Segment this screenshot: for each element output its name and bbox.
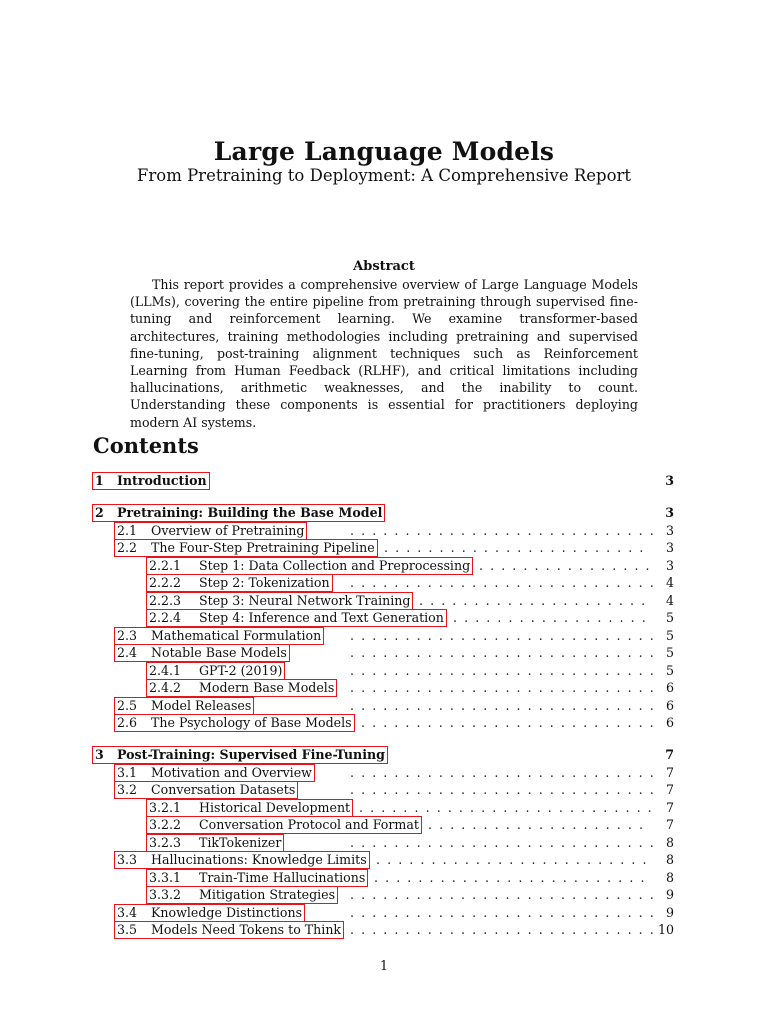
toc-leader-dots: ............................ [350, 698, 661, 713]
toc-entry-title: Mathematical Formulation [151, 628, 322, 643]
toc-page-number: 8 [665, 852, 674, 867]
toc-leader-dots: ......................... [374, 870, 652, 885]
toc-subsubsection-row [0, 679, 768, 697]
toc-page-number: 3 [665, 558, 674, 573]
toc-entry-number: 3.4 [117, 905, 138, 920]
toc-entry-number: 3.2 [117, 782, 138, 797]
toc-page-number: 6 [665, 715, 674, 730]
toc-subsubsection-row [0, 886, 768, 904]
toc-leader-dots: .................... [428, 817, 651, 832]
toc-link[interactable] [146, 799, 353, 817]
toc-entry-title: Notable Base Models [151, 645, 287, 660]
toc-link[interactable] [92, 472, 210, 490]
toc-entry-title: Step 3: Neural Network Training [199, 593, 411, 608]
toc-entry-number: 3 [95, 747, 104, 762]
toc-entry-title: Step 1: Data Collection and Preprocessing [199, 558, 471, 573]
toc-subsection-row [0, 714, 768, 732]
page-number: 1 [379, 958, 388, 973]
toc-leader-dots: ............................ [350, 523, 661, 538]
toc-leader-dots: ............................ [350, 575, 661, 590]
toc-subsection-row [0, 851, 768, 869]
toc-entry-number: 3.2.1 [149, 800, 182, 815]
toc-entry-title: The Four-Step Pretraining Pipeline [151, 540, 375, 555]
toc-entry-number: 2.4.1 [149, 663, 182, 678]
toc-link[interactable] [146, 679, 337, 697]
toc-leader-dots: ........................... [359, 800, 659, 815]
toc-subsection-row [0, 627, 768, 645]
toc-page-number: 3 [665, 505, 674, 520]
toc-leader-dots: ............................ [350, 782, 661, 797]
toc-subsection-row [0, 764, 768, 782]
toc-entry-title: GPT-2 (2019) [199, 663, 283, 678]
toc-leader-dots: ............................ [350, 765, 661, 780]
toc-entry-title: Conversation Protocol and Format [199, 817, 419, 832]
toc-entry-title: Mitigation Strategies [199, 887, 336, 902]
toc-page-number: 3 [665, 523, 674, 538]
contents-heading: Contents [93, 433, 199, 458]
toc-subsubsection-row [0, 592, 768, 610]
toc-entry-number: 3.5 [117, 922, 138, 937]
toc-leader-dots: ............................ [350, 663, 661, 678]
toc-leader-dots: ........................ [384, 540, 651, 555]
toc-subsubsection-row [0, 662, 768, 680]
paper-title: Large Language Models [213, 137, 555, 166]
toc-link[interactable] [146, 886, 338, 904]
toc-subsubsection-row [0, 816, 768, 834]
toc-leader-dots: .................. [453, 610, 653, 625]
toc-entry-number: 2.2 [117, 540, 138, 555]
toc-entry-title: Conversation Datasets [151, 782, 296, 797]
toc-leader-dots: ............................ [350, 905, 661, 920]
toc-page-number: 9 [665, 905, 674, 920]
toc-page-number: 5 [665, 610, 674, 625]
toc-entry-number: 2.2.1 [149, 558, 182, 573]
toc-entry-title: Modern Base Models [199, 680, 335, 695]
toc-entry-title: Hallucinations: Knowledge Limits [151, 852, 367, 867]
toc-entry-number: 3.1 [117, 765, 138, 780]
toc-entry-number: 2.5 [117, 698, 138, 713]
toc-link[interactable] [114, 697, 254, 715]
toc-entry-title: Post-Training: Supervised Fine-Tuning [117, 747, 385, 762]
toc-entry-number: 3.3.2 [149, 887, 182, 902]
toc-link[interactable] [146, 592, 413, 610]
toc-leader-dots: ................ [479, 558, 657, 573]
toc-entry-number: 2.2.2 [149, 575, 182, 590]
toc-entry-title: Step 2: Tokenization [199, 575, 330, 590]
toc-link[interactable] [114, 781, 298, 799]
toc-link[interactable] [146, 816, 422, 834]
toc-entry-number: 2.1 [117, 523, 138, 538]
toc-leader-dots: ............................ [350, 628, 661, 643]
toc-leader-dots: ......................... [376, 852, 654, 867]
toc-entry-title: The Psychology of Base Models [151, 715, 352, 730]
toc-subsubsection-row [0, 834, 768, 852]
toc-section-row [0, 472, 768, 490]
toc-link[interactable] [114, 851, 370, 869]
toc-subsection-row [0, 904, 768, 922]
toc-entry-number: 2.2.4 [149, 610, 182, 625]
toc-page-number: 7 [665, 782, 674, 797]
toc-leader-dots: ............................ [350, 887, 661, 902]
toc-subsubsection-row [0, 869, 768, 887]
toc-link[interactable] [146, 574, 333, 592]
toc-entry-number: 2 [95, 505, 104, 520]
toc-entry-title: TikTokenizer [199, 835, 282, 850]
toc-link[interactable] [146, 662, 285, 680]
toc-page-number: 8 [665, 835, 674, 850]
abstract-text: This report provides a comprehensive overview of Large Language Models (LLMs), covering the entire pipeline from pretraining through supervised fine-tuning and reinforcement learning. We examine transformer-based architectures, training methodologies including pretraining and supervised fine-tuning, post-training alignment techniques such as Reinforcement Learning from Human Feedback (RLHF), and critical limitations including hallucinations, arithmetic weaknesses, and the inability to count. Understanding these components is essential for practitioners deploying modern AI systems. [130, 277, 638, 430]
toc-entry-number: 3.3 [117, 852, 138, 867]
toc-subsection-row [0, 781, 768, 799]
toc-link[interactable] [114, 644, 290, 662]
toc-entry-title: Models Need Tokens to Think [151, 922, 342, 937]
toc-page-number: 7 [665, 747, 674, 762]
toc-subsubsection-row [0, 799, 768, 817]
toc-leader-dots: ............................ [350, 680, 661, 695]
toc-link[interactable] [114, 627, 324, 645]
toc-subsubsection-row [0, 574, 768, 592]
toc-link[interactable] [146, 869, 368, 887]
toc-leader-dots: ............................ [350, 645, 661, 660]
toc-link[interactable] [114, 764, 315, 782]
toc-page-number: 8 [665, 870, 674, 885]
paper-subtitle: From Pretraining to Deployment: A Comprehensive Report [136, 166, 632, 185]
toc-page-number: 7 [665, 817, 674, 832]
toc-link[interactable] [92, 746, 388, 764]
toc-link[interactable] [114, 522, 307, 540]
toc-link[interactable] [146, 834, 284, 852]
toc-subsubsection-row [0, 557, 768, 575]
toc-entry-number: 3.3.1 [149, 870, 182, 885]
toc-entry-number: 3.2.3 [149, 835, 182, 850]
toc-entry-title: Knowledge Distinctions [151, 905, 303, 920]
toc-entry-title: Model Releases [151, 698, 252, 713]
toc-page-number: 4 [665, 593, 674, 608]
toc-page-number: 7 [665, 765, 674, 780]
toc-subsection-row [0, 539, 768, 557]
toc-entry-title: Pretraining: Building the Base Model [117, 505, 383, 520]
toc-entry-number: 2.4 [117, 645, 138, 660]
toc-entry-title: Historical Development [199, 800, 351, 815]
toc-entry-title: Introduction [117, 473, 207, 488]
toc-leader-dots: ............................ [350, 835, 661, 850]
toc-entry-number: 2.3 [117, 628, 138, 643]
toc-subsubsection-row [0, 609, 768, 627]
toc-entry-title: Overview of Pretraining [151, 523, 305, 538]
toc-page-number: 5 [665, 645, 674, 660]
toc-entry-number: 2.6 [117, 715, 138, 730]
toc-subsection-row [0, 697, 768, 715]
toc-entry-title: Step 4: Inference and Text Generation [199, 610, 444, 625]
toc-page-number: 7 [665, 800, 674, 815]
toc-page-number: 3 [665, 540, 674, 555]
toc-page-number: 6 [665, 698, 674, 713]
toc-page-number: 3 [665, 473, 674, 488]
toc-page-number: 5 [665, 663, 674, 678]
toc-page-number: 6 [665, 680, 674, 695]
toc-page-number: 10 [657, 922, 674, 937]
toc-link[interactable] [114, 714, 355, 732]
toc-link[interactable] [92, 504, 385, 522]
toc-link[interactable] [114, 904, 305, 922]
toc-subsection-row [0, 522, 768, 540]
toc-leader-dots: ..................... [419, 593, 653, 608]
toc-subsection-row [0, 921, 768, 939]
toc-entry-title: Train-Time Hallucinations [199, 870, 366, 885]
toc-entry-number: 2.2.3 [149, 593, 182, 608]
toc-link[interactable] [114, 539, 378, 557]
toc-leader-dots: ............................ [350, 922, 661, 937]
toc-link[interactable] [146, 557, 473, 575]
toc-page-number: 9 [665, 887, 674, 902]
toc-entry-number: 3.2.2 [149, 817, 182, 832]
toc-section-row [0, 746, 768, 764]
abstract-heading: Abstract [353, 259, 415, 274]
toc-link[interactable] [146, 609, 447, 627]
toc-subsection-row [0, 644, 768, 662]
toc-entry-title: Motivation and Overview [151, 765, 312, 780]
toc-leader-dots: ........................... [361, 715, 661, 730]
toc-page-number: 5 [665, 628, 674, 643]
toc-section-row [0, 504, 768, 522]
toc-entry-number: 2.4.2 [149, 680, 182, 695]
toc-link[interactable] [114, 921, 344, 939]
toc-entry-number: 1 [95, 473, 104, 488]
toc-page-number: 4 [665, 575, 674, 590]
